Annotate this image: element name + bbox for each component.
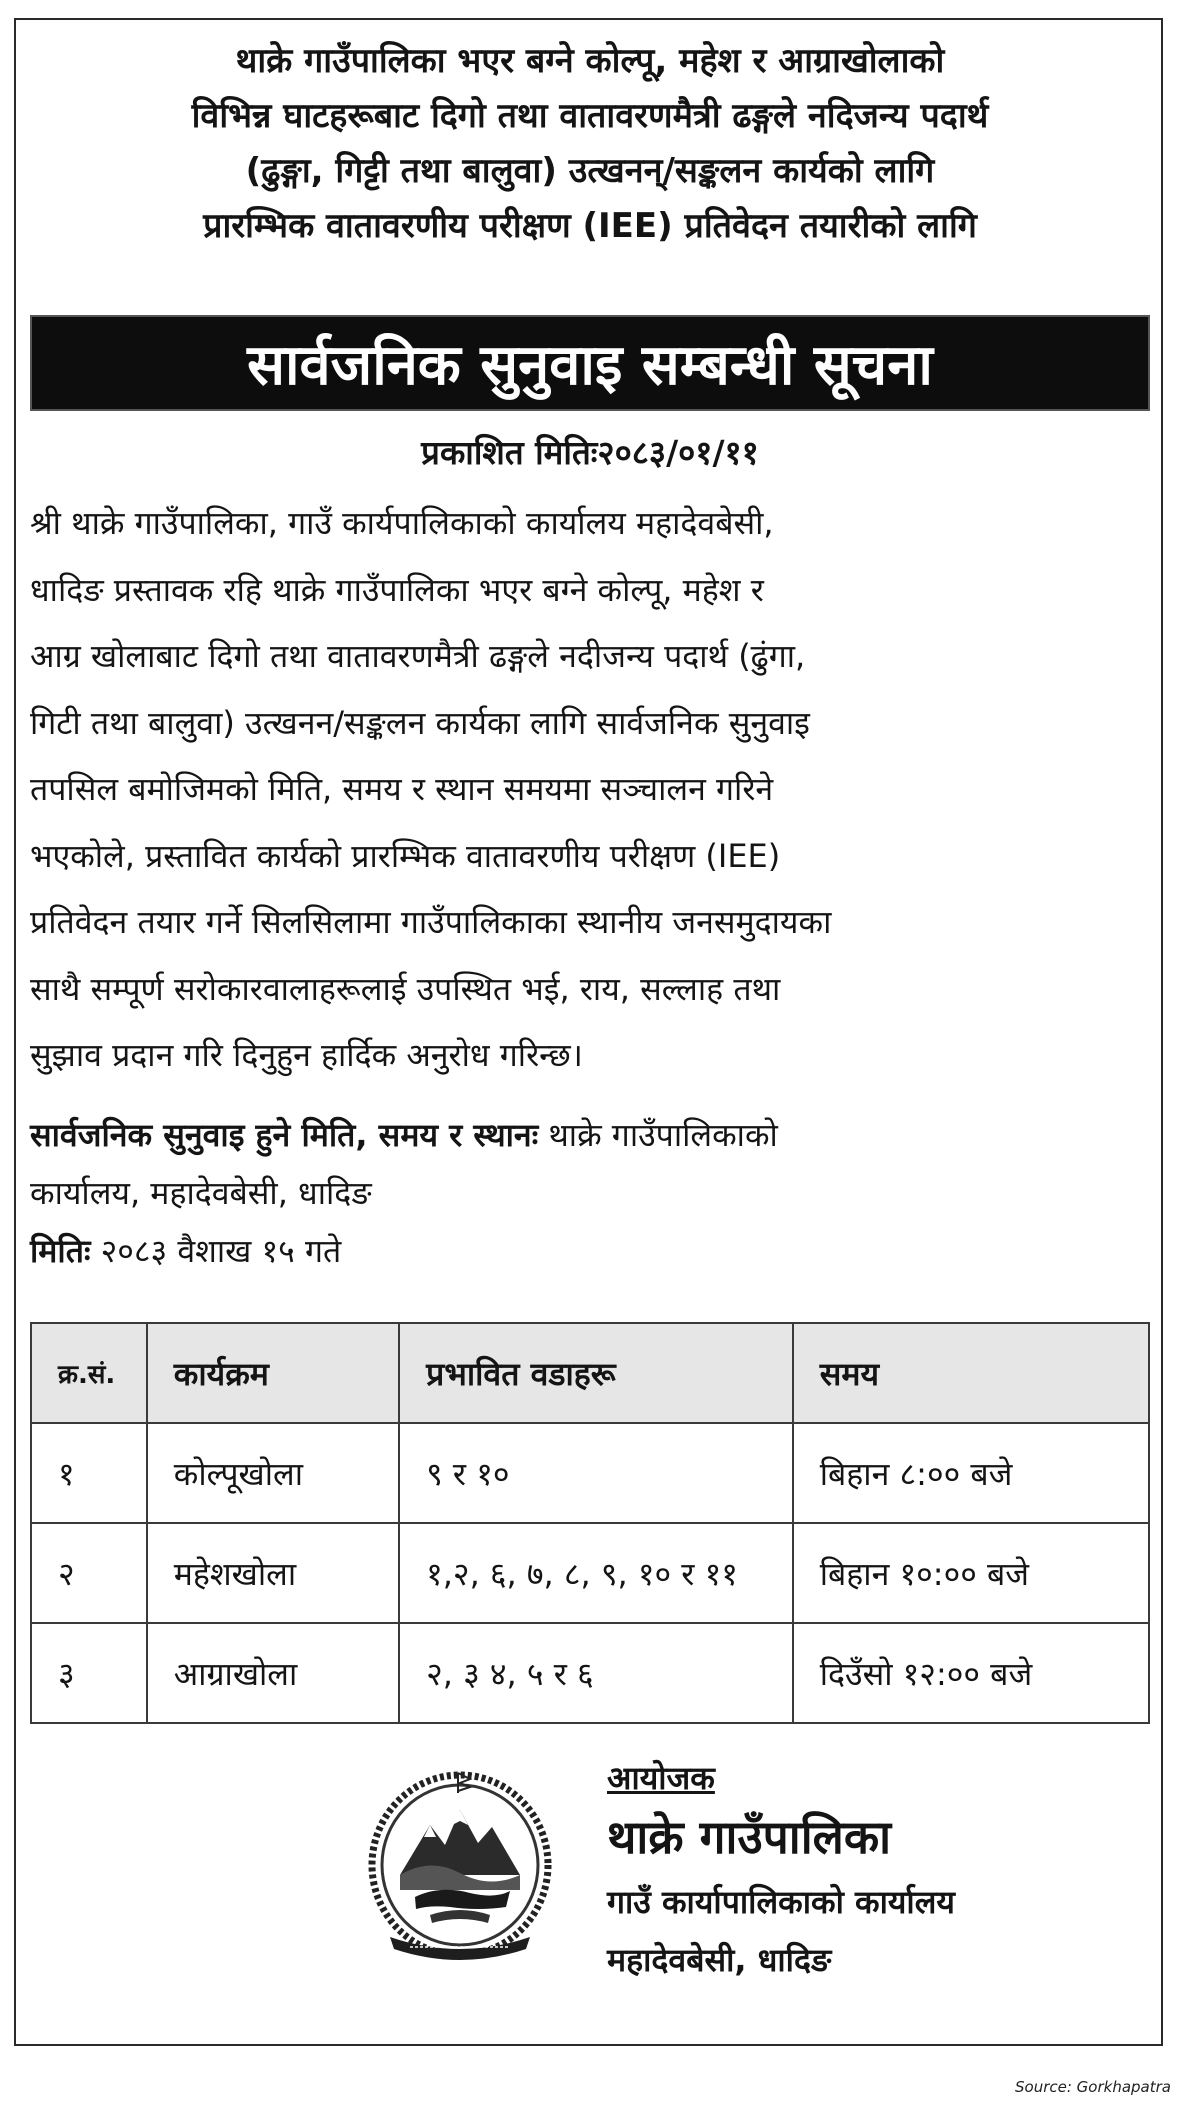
- schedule-table: [30, 1322, 1150, 1724]
- cell-time: दिउँसो १२:०० बजे: [793, 1623, 1149, 1723]
- cell-serial: ३: [31, 1623, 147, 1723]
- notice-banner: सार्वजनिक सुनुवाइ सम्बन्धी सूचना: [30, 315, 1150, 411]
- cell-program: कोल्पूखोला: [147, 1423, 399, 1523]
- published-date: प्रकाशित मितिः२०८३/०१/११: [421, 433, 759, 472]
- body-line: श्री थाक्रे गाउँपालिका, गाउँ कार्यपालिकाको कार्यालय महादेवबेसी,: [30, 504, 774, 542]
- heading-line: प्रारम्भिक वातावरणीय परीक्षण (IEE) प्रतिवेदन तयारीको लागि: [203, 206, 977, 246]
- heading-line: (ढुङ्गा, गिट्टी तथा बालुवा) उत्खनन्/सङ्कलन कार्यको लागि: [245, 151, 935, 191]
- venue-text: थाक्रे गाउँपालिकाको: [548, 1116, 778, 1154]
- table-row: [31, 1623, 1149, 1723]
- source-credit: Source: Gorkhapatra: [1015, 2078, 1171, 2096]
- cell-wards: ९ र १०: [399, 1423, 793, 1523]
- date-value: २०८३ वैशाख १५ गते: [100, 1232, 342, 1270]
- header-serial: क्र.सं.: [31, 1323, 147, 1423]
- venue-date-line: [30, 1222, 1150, 1280]
- body-line: गिटी तथा बालुवा) उत्खनन/सङ्कलन कार्यका लागि सार्वजनिक सुनुवाइ: [30, 703, 810, 742]
- table-row: [31, 1423, 1149, 1523]
- venue-label: सार्वजनिक सुनुवाइ हुने मिति, समय र स्थानः: [30, 1116, 539, 1154]
- cell-wards: २, ३ ४, ५ र ६: [399, 1623, 793, 1723]
- body-line: प्रतिवेदन तयार गर्ने सिलसिलामा गाउँपालिकाका स्थानीय जनसमुदायका: [30, 903, 832, 941]
- notice-body: [30, 490, 1150, 1089]
- venue-line: कार्यालय, महादेवबेसी, धादिङ: [30, 1174, 372, 1212]
- cell-program: महेशखोला: [147, 1523, 399, 1623]
- cell-serial: १: [31, 1423, 147, 1523]
- venue-line: [30, 1106, 1150, 1164]
- body-line: तपसिल बमोजिमको मिति, समय र स्थान समयमा सञ्चालन गरिने: [30, 770, 774, 808]
- header-wards: प्रभावित वडाहरू: [399, 1323, 793, 1423]
- cell-serial: २: [31, 1523, 147, 1623]
- body-line: साथै सम्पूर्ण सरोकारवालाहरूलाई उपस्थित भई, राय, सल्लाह तथा: [30, 969, 781, 1008]
- table-row: [31, 1523, 1149, 1623]
- heading-line: विभिन्न घाटहरूबाट दिगो तथा वातावरणमैत्री ढङ्गले नदिजन्य पदार्थ: [191, 96, 989, 136]
- date-label: मितिः: [30, 1232, 91, 1270]
- cell-program: आग्राखोला: [147, 1623, 399, 1723]
- organizer-block: [607, 1755, 1147, 1989]
- organizer-name: थाक्रे गाउँपालिका: [607, 1810, 892, 1864]
- nepal-government-emblem-icon: [360, 1765, 560, 1965]
- organizer-address: महादेवबेसी, धादिङ: [607, 1941, 832, 1979]
- body-line: धादिङ प्रस्तावक रहि थाक्रे गाउँपालिका भएर बग्ने कोल्पू, महेश र: [30, 570, 764, 609]
- cell-time: बिहान १०:०० बजे: [793, 1523, 1149, 1623]
- notice-heading: [30, 34, 1150, 254]
- body-line: सुझाव प्रदान गरि दिनुहुन हार्दिक अनुरोध गरिन्छ।: [30, 1036, 583, 1074]
- table-header-row: [31, 1323, 1149, 1423]
- organizer-office: गाउँ कार्यापालिकाको कार्यालय: [607, 1883, 955, 1921]
- cell-wards: १,२, ६, ७, ८, ९, १० र ११: [399, 1523, 793, 1623]
- cell-time: बिहान ८:०० बजे: [793, 1423, 1149, 1523]
- body-line: आग्र खोलाबाट दिगो तथा वातावरणमैत्री ढङ्गले नदीजन्य पदार्थ (ढुंगा,: [30, 637, 806, 675]
- hearing-venue: [30, 1106, 1150, 1280]
- header-program: कार्यक्रम: [147, 1323, 399, 1423]
- organizer-label: आयोजक: [607, 1759, 715, 1797]
- body-line: भएकोले, प्रस्तावित कार्यको प्रारम्भिक वातावरणीय परीक्षण (IEE): [30, 836, 781, 875]
- header-time: समय: [793, 1323, 1149, 1423]
- heading-line: थाक्रे गाउँपालिका भएर बग्ने कोल्पू, महेश र आग्राखोलाको: [235, 41, 945, 81]
